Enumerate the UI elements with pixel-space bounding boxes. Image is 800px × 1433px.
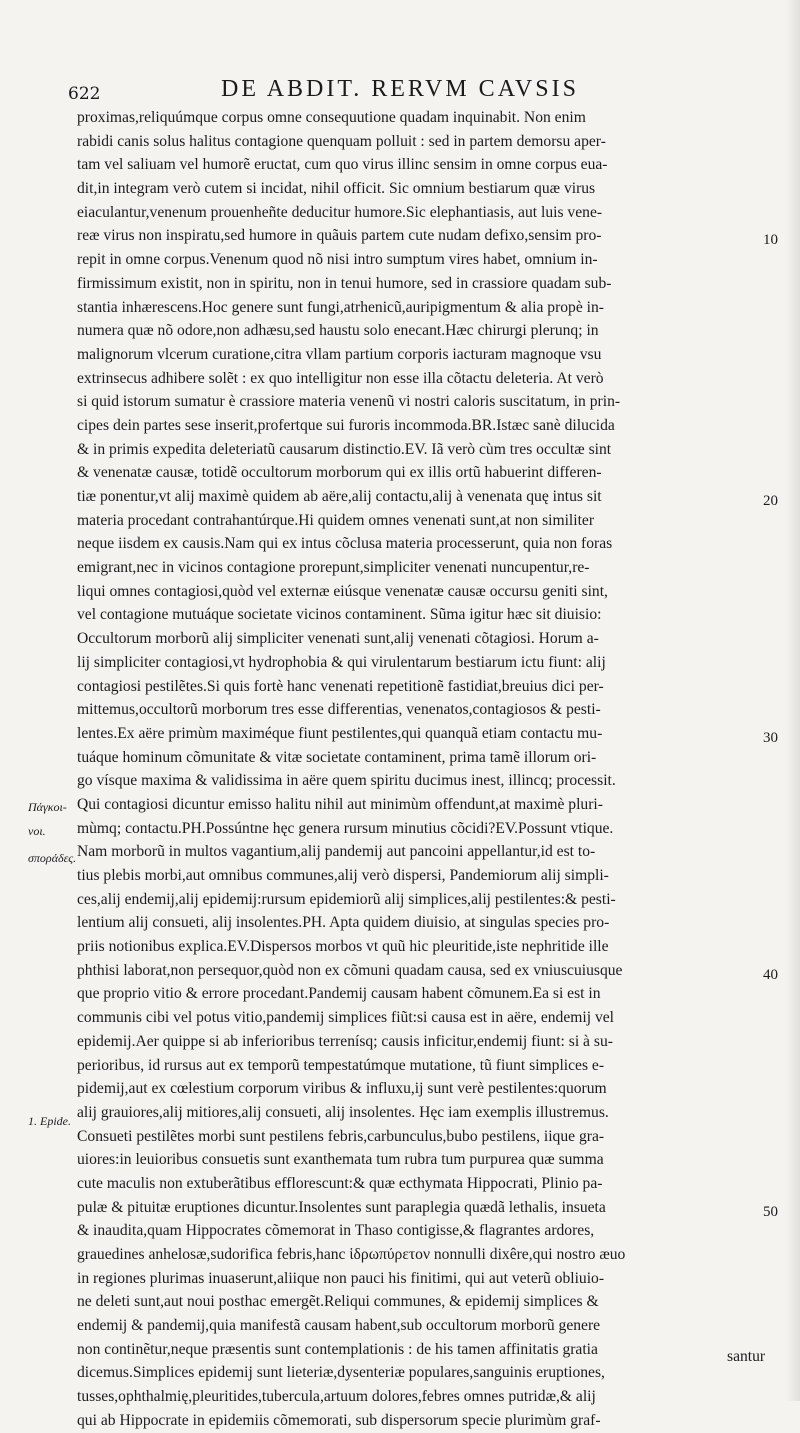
text-line: lentes.Ex aëre primùm maximéque fiunt pestilentes,qui quanquã etiam contactu mu- <box>77 724 603 742</box>
text-line: tusses,ophthalmię,pleuritides,tubercula,artuum dolores,febres omnes putridæ,& alij <box>77 1388 596 1406</box>
text-line: cipes dein partes sese inserit,profertque sui furoris incommoda.BR.Istæc sanè dilucida <box>77 416 615 434</box>
text-line: proximas,reliquúmque corpus omne consequutione quadam inquinabit. Non enim <box>77 109 586 126</box>
text-line: non continẽtur,neque præsentis sunt contemplationis : de his tamen affinitatis gratia <box>77 1340 598 1358</box>
text-line: lentium alij consueti, alij insolentes.PH. Apta quidem diuisio, at singulas species pro- <box>77 914 610 932</box>
text-line: grauedines anhelosæ,sudorifica febris,hanc ἱδρωπύρετον nonnulli dixêre,qui nostro æuo <box>77 1246 626 1263</box>
text-line: pidemij,aut ex cœlestium corporum viribus & influxu,ij sunt verè pestilentes:quorum <box>77 1080 607 1098</box>
text-line: si quid istorum sumatur è crassiore materia venenũ vi nostri caloris suscitatum, in prin- <box>77 393 621 411</box>
page-edge-shadow <box>786 0 800 1401</box>
text-line: dicemus.Simplices epidemij sunt lieteriæ,dysenteriæ populares,sanguinis eruptiones, <box>77 1364 605 1382</box>
text-line: neque iisdem ex causis.Nam qui ex intus cõclusa materia processerunt, quia non foras <box>77 535 613 553</box>
text-line: tius plebis morbi,aut omnibus communes,alij verò dispersi, Pandemiorum alij simpli- <box>77 867 609 884</box>
text-line: materia procedant contrahantúrque.Hi quidem omnes venenati sunt,at non similiter <box>77 511 595 529</box>
text-line: lij simpliciter contagiosi,vt hydrophobia & qui virulentarum bestiarum ictu fiunt: alij <box>77 653 606 671</box>
text-line: endemij & pandemij,quia manifestã causam habent,sub occultorum morborũ genere <box>77 1317 601 1335</box>
text-line: mùmq; contactu.PH.Possúntne hęc genera rursum minutius cõcidi?EV.Possunt vtique. <box>77 819 614 837</box>
text-line: phthisi laborat,non persequor,quòd non ex cõmuni quadam causa, sed ex vniuscuiusque <box>77 961 623 979</box>
text-line: vel contagione mutuáque societate vicinos contaminent. Sũma igitur hæc sit diuisio: <box>77 606 602 624</box>
text-line: priis notionibus explica.EV.Dispersos morbos vt quũ hic pleuritide,iste nephritide ille <box>77 938 609 956</box>
text-line: dit,in integram verò cutem si incidat, nihil officit. Sic omnium bestiarum quæ virus <box>77 180 596 198</box>
text-line: ne deleti sunt,aut noui posthac emergẽt.Reliqui communes, & epidemij simplices & <box>77 1293 599 1311</box>
page-number: 622 <box>68 84 101 104</box>
text-line: pulæ & pituitæ eruptiones dicuntur.Insolentes sunt paraplegia quædã lethalis, insueta <box>77 1198 606 1216</box>
text-line: uiores:in leuioribus consuetis sunt exanthemata tum rubra tum purpurea quæ summa <box>77 1151 604 1169</box>
line-number: 40 <box>763 967 778 983</box>
text-line: ces,alij endemij,alij epidemij:rursum epidemiorũ alij simplices,alij pestilentes:& pesti- <box>77 890 616 908</box>
margin-note: Πάγκοι- <box>28 800 67 814</box>
line-number: 20 <box>763 493 778 509</box>
text-line: Nam morborũ in multos vagantium,alij pandemij aut pancoini appellantur,id est to- <box>77 843 596 861</box>
margin-note: νοι. <box>28 824 46 838</box>
page-header <box>0 76 800 108</box>
text-line: rabidi canis solus halitus contagione quenquam polluit : sed in partem demorsu aper- <box>77 132 606 150</box>
text-line: extrinsecus adhibere solẽt : ex quo intelligitur non esse illa cõtactu deleteria. At verò <box>77 369 604 387</box>
text-line: alij grauiores,alij mitiores,alij consueti, alij insolentes. Hęc iam exemplis illustremus. <box>77 1103 609 1121</box>
text-line: numera quæ nõ odore,non adhæsu,sed haustu solo enecant.Hæc chirurgi plerunq; in <box>77 322 599 340</box>
line-number: 10 <box>763 232 778 248</box>
text-line: tam vel saliuam vel humorẽ eructat, cum quo virus illinc sensim in omne corpus eua- <box>77 156 608 174</box>
text-line: eiaculantur,venenum prouenheñte deducitur humore.Sic elephantiasis, aut luis vene- <box>77 203 603 221</box>
text-line: communis cibi vel potus vitio,pandemij simplices fiũt:si causa est in aëre, endemij vel <box>77 1009 615 1027</box>
line-number: 50 <box>763 1204 778 1220</box>
text-line: stantia inhærescens.Hoc genere sunt fungi,atrhenicũ,auripigmentum & alia propè in- <box>77 298 604 316</box>
text-line: & inaudita,quam Hippocrates cõmemorat in Thaso contigisse,& flagrantes ardores, <box>77 1222 595 1240</box>
margin-note: σποράδες. <box>28 851 77 865</box>
text-line: in regiones plurimas inuaserunt,aliique non pauci his finitimi, qui aut veterũ obliuio- <box>77 1269 605 1287</box>
catchword: santur <box>727 1348 766 1365</box>
margin-note: 1. Epide. <box>28 1114 71 1128</box>
text-line: perioribus, id rursus aut ex temporũ tempestatúmque mutatione, tũ fiunt simplices e- <box>77 1056 605 1074</box>
text-line: tuáque hominum cõmunitate & vitæ societate contaminent, prima tamẽ illorum ori- <box>77 748 597 766</box>
text-line: & venenatæ causæ, totidẽ occultorum morborum qui ex illis ortũ habuerint differen- <box>77 464 602 482</box>
text-line: go vísque maxima & validissima in aëre quem spiritu ducimus inest, illincq; processit. <box>77 772 616 790</box>
text-line: mittemus,occultorũ morborum tres esse differentias, venenatos,contagiosos & pesti- <box>77 701 601 719</box>
text-line: contagiosi pestilẽtes.Si quis fortè hanc venenati repetitionẽ fastidiat,breuius dici per- <box>77 677 604 695</box>
text-line: emigrant,nec in vicinos contagione prorepunt,simpliciter venenati nuncupentur,re- <box>77 559 590 577</box>
line-number: 30 <box>763 730 778 746</box>
text-line: tiæ ponentur,vt alij maximè quidem ab aëre,alij contactu,alij à venenata quę intus sit <box>77 488 602 505</box>
text-line: & in primis expedita deleteriatũ causarum distinctio.EV. Iã verò cùm tres occultæ sint <box>77 440 612 458</box>
text-line: liqui omnes contagiosi,quòd vel externæ eiúsque venenatæ causæ occursu geniti sint, <box>77 582 608 600</box>
text-line: repit in omne corpus.Venenum quod nõ nisi intro sumptum vires habet, omnium in- <box>77 251 598 269</box>
text-line: cute maculis non extuberãtibus efflorescunt:& quæ ecthymata Hippocrati, Plinio pa- <box>77 1174 603 1192</box>
text-line: Consueti pestilẽtes morbi sunt pestilens febris,carbunculus,bubo pestilens, iique gra- <box>77 1127 605 1145</box>
text-line: que proprio vitio & errore procedant.Pandemij causam habent cõmunem.Ea si est in <box>77 985 601 1003</box>
body-text <box>77 106 765 1433</box>
text-line: Qui contagiosi dicuntur emisso halitu nihil aut minimùm offendunt,at maximè pluri- <box>77 795 603 813</box>
text-line: malignorum vlcerum curatione,citra vllam partium corporis iacturam magnoque vsu <box>77 345 602 363</box>
text-line: reæ virus non inspiratu,sed humore in quãuis partem cute nudam defixo,sensim pro- <box>77 227 602 245</box>
text-line: qui ab Hippocrate in epidemiis cõmemorati, sub dispersorum specie plurimùm graf- <box>77 1411 601 1429</box>
running-head: DE ABDIT. RERVM CAVSIS <box>221 76 579 102</box>
text-line: epidemij.Aer quippe si ab inferioribus terrenísq; causis inficitur,endemij fiunt: si à su- <box>77 1032 613 1050</box>
text-line: Occultorum morborũ alij simpliciter venenati sunt,alij venenati cõtagiosi. Horum a- <box>77 630 599 648</box>
text-line: firmissimum existit, non in spiritu, non in tenui humore, sed in crassiore quadam sub- <box>77 274 612 292</box>
